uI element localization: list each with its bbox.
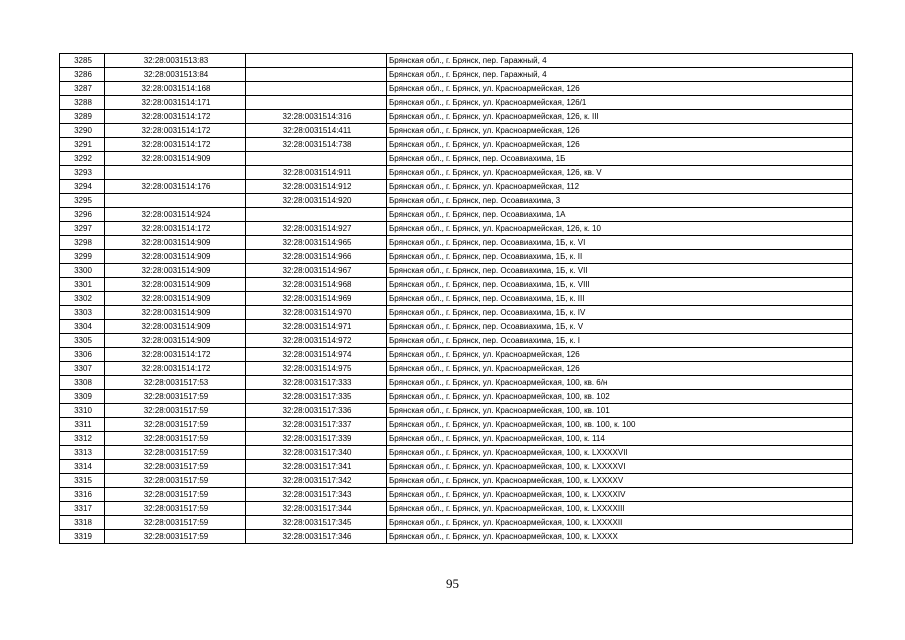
related-cadastral-number-cell: 32:28:0031517:340 — [246, 446, 387, 460]
address-cell: Брянская обл., г. Брянск, ул. Красноармейская, 112 — [387, 180, 853, 194]
address-cell: Брянская обл., г. Брянск, ул. Красноармейская, 126, к. III — [387, 110, 853, 124]
row-number-cell: 3296 — [60, 208, 105, 222]
table-row — [60, 516, 853, 530]
cadastral-number-cell: 32:28:0031517:59 — [105, 390, 246, 404]
address-cell: Брянская обл., г. Брянск, ул. Красноармейская, 126 — [387, 124, 853, 138]
table-row — [60, 250, 853, 264]
related-cadastral-number-cell — [246, 82, 387, 96]
cadastral-number-cell: 32:28:0031517:59 — [105, 474, 246, 488]
cadastral-number-cell: 32:28:0031517:59 — [105, 404, 246, 418]
table-row — [60, 320, 853, 334]
related-cadastral-number-cell: 32:28:0031517:337 — [246, 418, 387, 432]
address-cell: Брянская обл., г. Брянск, пер. Осоавиахима, 1Б — [387, 152, 853, 166]
table-row — [60, 432, 853, 446]
address-cell: Брянская обл., г. Брянск, ул. Красноармейская, 100, к. LXXXXVI — [387, 460, 853, 474]
table-row — [60, 460, 853, 474]
table-row — [60, 152, 853, 166]
cadastral-number-cell: 32:28:0031514:172 — [105, 110, 246, 124]
cadastral-number-cell: 32:28:0031517:59 — [105, 530, 246, 544]
registry-table — [59, 53, 853, 544]
related-cadastral-number-cell: 32:28:0031514:969 — [246, 292, 387, 306]
address-cell: Брянская обл., г. Брянск, пер. Гаражный, 4 — [387, 68, 853, 82]
row-number-cell: 3291 — [60, 138, 105, 152]
cadastral-number-cell: 32:28:0031514:909 — [105, 278, 246, 292]
address-cell: Брянская обл., г. Брянск, ул. Красноармейская, 126 — [387, 138, 853, 152]
related-cadastral-number-cell: 32:28:0031517:346 — [246, 530, 387, 544]
address-cell: Брянская обл., г. Брянск, ул. Красноармейская, 100, к. LXXXXV — [387, 474, 853, 488]
table-row — [60, 54, 853, 68]
table-row — [60, 474, 853, 488]
address-cell: Брянская обл., г. Брянск, ул. Красноармейская, 100, к. LXXXXVII — [387, 446, 853, 460]
row-number-cell: 3302 — [60, 292, 105, 306]
cadastral-number-cell — [105, 194, 246, 208]
related-cadastral-number-cell: 32:28:0031517:342 — [246, 474, 387, 488]
related-cadastral-number-cell: 32:28:0031514:971 — [246, 320, 387, 334]
cadastral-number-cell: 32:28:0031514:909 — [105, 334, 246, 348]
address-cell: Брянская обл., г. Брянск, пер. Осоавиахима, 1Б, к. V — [387, 320, 853, 334]
address-cell: Брянская обл., г. Брянск, пер. Осоавиахима, 1Б, к. I — [387, 334, 853, 348]
related-cadastral-number-cell: 32:28:0031514:966 — [246, 250, 387, 264]
cadastral-number-cell: 32:28:0031514:172 — [105, 222, 246, 236]
row-number-cell: 3298 — [60, 236, 105, 250]
table-row — [60, 292, 853, 306]
row-number-cell: 3319 — [60, 530, 105, 544]
row-number-cell: 3307 — [60, 362, 105, 376]
cadastral-number-cell: 32:28:0031514:909 — [105, 236, 246, 250]
address-cell: Брянская обл., г. Брянск, ул. Красноармейская, 126 — [387, 348, 853, 362]
row-number-cell: 3310 — [60, 404, 105, 418]
table-row — [60, 488, 853, 502]
row-number-cell: 3285 — [60, 54, 105, 68]
address-cell: Брянская обл., г. Брянск, ул. Красноармейская, 100, к. LXXXX — [387, 530, 853, 544]
table-row — [60, 82, 853, 96]
related-cadastral-number-cell: 32:28:0031517:335 — [246, 390, 387, 404]
cadastral-number-cell: 32:28:0031517:59 — [105, 446, 246, 460]
cadastral-number-cell: 32:28:0031517:59 — [105, 516, 246, 530]
address-cell: Брянская обл., г. Брянск, пер. Осоавиахима, 1Б, к. VII — [387, 264, 853, 278]
row-number-cell: 3308 — [60, 376, 105, 390]
related-cadastral-number-cell: 32:28:0031514:965 — [246, 236, 387, 250]
related-cadastral-number-cell: 32:28:0031517:339 — [246, 432, 387, 446]
related-cadastral-number-cell: 32:28:0031514:920 — [246, 194, 387, 208]
row-number-cell: 3287 — [60, 82, 105, 96]
table-row — [60, 334, 853, 348]
table-row — [60, 166, 853, 180]
table-row — [60, 222, 853, 236]
table-row — [60, 362, 853, 376]
related-cadastral-number-cell: 32:28:0031514:927 — [246, 222, 387, 236]
related-cadastral-number-cell: 32:28:0031514:912 — [246, 180, 387, 194]
row-number-cell: 3306 — [60, 348, 105, 362]
related-cadastral-number-cell — [246, 54, 387, 68]
table-row — [60, 530, 853, 544]
row-number-cell: 3293 — [60, 166, 105, 180]
cadastral-number-cell: 32:28:0031514:172 — [105, 348, 246, 362]
table-row — [60, 236, 853, 250]
row-number-cell: 3295 — [60, 194, 105, 208]
row-number-cell: 3314 — [60, 460, 105, 474]
cadastral-number-cell: 32:28:0031514:172 — [105, 124, 246, 138]
cadastral-number-cell: 32:28:0031514:176 — [105, 180, 246, 194]
cadastral-number-cell: 32:28:0031513:84 — [105, 68, 246, 82]
address-cell: Брянская обл., г. Брянск, ул. Красноармейская, 126 — [387, 362, 853, 376]
related-cadastral-number-cell — [246, 96, 387, 110]
cadastral-number-cell: 32:28:0031514:171 — [105, 96, 246, 110]
cadastral-number-cell: 32:28:0031517:59 — [105, 432, 246, 446]
row-number-cell: 3289 — [60, 110, 105, 124]
table-row — [60, 110, 853, 124]
related-cadastral-number-cell — [246, 152, 387, 166]
cadastral-number-cell: 32:28:0031514:172 — [105, 362, 246, 376]
related-cadastral-number-cell: 32:28:0031514:911 — [246, 166, 387, 180]
table-row — [60, 180, 853, 194]
cadastral-number-cell: 32:28:0031514:924 — [105, 208, 246, 222]
table-row — [60, 194, 853, 208]
table-row — [60, 68, 853, 82]
related-cadastral-number-cell: 32:28:0031514:975 — [246, 362, 387, 376]
row-number-cell: 3299 — [60, 250, 105, 264]
related-cadastral-number-cell: 32:28:0031517:345 — [246, 516, 387, 530]
related-cadastral-number-cell: 32:28:0031514:411 — [246, 124, 387, 138]
cadastral-number-cell: 32:28:0031514:172 — [105, 138, 246, 152]
row-number-cell: 3290 — [60, 124, 105, 138]
related-cadastral-number-cell: 32:28:0031514:316 — [246, 110, 387, 124]
registry-table-body — [60, 54, 853, 544]
row-number-cell: 3301 — [60, 278, 105, 292]
related-cadastral-number-cell: 32:28:0031517:343 — [246, 488, 387, 502]
table-row — [60, 446, 853, 460]
row-number-cell: 3309 — [60, 390, 105, 404]
related-cadastral-number-cell: 32:28:0031517:333 — [246, 376, 387, 390]
address-cell: Брянская обл., г. Брянск, пер. Осоавиахима, 1Б, к. III — [387, 292, 853, 306]
row-number-cell: 3304 — [60, 320, 105, 334]
page-number: 95 — [446, 576, 459, 591]
row-number-cell: 3286 — [60, 68, 105, 82]
row-number-cell: 3311 — [60, 418, 105, 432]
table-row — [60, 124, 853, 138]
address-cell: Брянская обл., г. Брянск, пер. Осоавиахима, 1Б, к. IV — [387, 306, 853, 320]
cadastral-number-cell: 32:28:0031514:909 — [105, 152, 246, 166]
address-cell: Брянская обл., г. Брянск, пер. Осоавиахима, 1А — [387, 208, 853, 222]
cadastral-number-cell: 32:28:0031514:168 — [105, 82, 246, 96]
row-number-cell: 3294 — [60, 180, 105, 194]
address-cell: Брянская обл., г. Брянск, ул. Красноармейская, 100, кв. 6/н — [387, 376, 853, 390]
table-row — [60, 376, 853, 390]
cadastral-number-cell: 32:28:0031517:59 — [105, 460, 246, 474]
address-cell: Брянская обл., г. Брянск, ул. Красноармейская, 126, к. 10 — [387, 222, 853, 236]
related-cadastral-number-cell: 32:28:0031517:336 — [246, 404, 387, 418]
row-number-cell: 3292 — [60, 152, 105, 166]
address-cell: Брянская обл., г. Брянск, ул. Красноармейская, 100, к. LXXXXII — [387, 516, 853, 530]
address-cell: Брянская обл., г. Брянск, ул. Красноармейская, 126 — [387, 82, 853, 96]
cadastral-number-cell: 32:28:0031513:83 — [105, 54, 246, 68]
cadastral-number-cell: 32:28:0031514:909 — [105, 292, 246, 306]
address-cell: Брянская обл., г. Брянск, пер. Осоавиахима, 1Б, к. VIII — [387, 278, 853, 292]
table-row — [60, 390, 853, 404]
related-cadastral-number-cell: 32:28:0031514:970 — [246, 306, 387, 320]
cadastral-number-cell: 32:28:0031517:53 — [105, 376, 246, 390]
table-row — [60, 348, 853, 362]
related-cadastral-number-cell — [246, 68, 387, 82]
cadastral-number-cell: 32:28:0031517:59 — [105, 418, 246, 432]
address-cell: Брянская обл., г. Брянск, пер. Осоавиахима, 1Б, к. II — [387, 250, 853, 264]
related-cadastral-number-cell: 32:28:0031517:341 — [246, 460, 387, 474]
address-cell: Брянская обл., г. Брянск, ул. Красноармейская, 100, кв. 100, к. 100 — [387, 418, 853, 432]
row-number-cell: 3297 — [60, 222, 105, 236]
row-number-cell: 3312 — [60, 432, 105, 446]
cadastral-number-cell: 32:28:0031517:59 — [105, 502, 246, 516]
row-number-cell: 3318 — [60, 516, 105, 530]
row-number-cell: 3288 — [60, 96, 105, 110]
related-cadastral-number-cell: 32:28:0031517:344 — [246, 502, 387, 516]
table-row — [60, 264, 853, 278]
address-cell: Брянская обл., г. Брянск, ул. Красноармейская, 100, к. 114 — [387, 432, 853, 446]
cadastral-number-cell: 32:28:0031514:909 — [105, 250, 246, 264]
row-number-cell: 3316 — [60, 488, 105, 502]
table-row — [60, 96, 853, 110]
related-cadastral-number-cell — [246, 208, 387, 222]
cadastral-number-cell: 32:28:0031514:909 — [105, 264, 246, 278]
address-cell: Брянская обл., г. Брянск, пер. Осоавиахима, 1Б, к. VI — [387, 236, 853, 250]
related-cadastral-number-cell: 32:28:0031514:968 — [246, 278, 387, 292]
row-number-cell: 3317 — [60, 502, 105, 516]
address-cell: Брянская обл., г. Брянск, ул. Красноармейская, 100, к. LXXXXIII — [387, 502, 853, 516]
table-row — [60, 208, 853, 222]
address-cell: Брянская обл., г. Брянск, ул. Красноармейская, 100, к. LXXXXIV — [387, 488, 853, 502]
related-cadastral-number-cell: 32:28:0031514:972 — [246, 334, 387, 348]
related-cadastral-number-cell: 32:28:0031514:738 — [246, 138, 387, 152]
address-cell: Брянская обл., г. Брянск, ул. Красноармейская, 126/1 — [387, 96, 853, 110]
related-cadastral-number-cell: 32:28:0031514:967 — [246, 264, 387, 278]
row-number-cell: 3300 — [60, 264, 105, 278]
table-row — [60, 138, 853, 152]
address-cell: Брянская обл., г. Брянск, пер. Гаражный, 4 — [387, 54, 853, 68]
address-cell: Брянская обл., г. Брянск, ул. Красноармейская, 126, кв. V — [387, 166, 853, 180]
row-number-cell: 3303 — [60, 306, 105, 320]
table-row — [60, 306, 853, 320]
address-cell: Брянская обл., г. Брянск, ул. Красноармейская, 100, кв. 102 — [387, 390, 853, 404]
table-row — [60, 418, 853, 432]
row-number-cell: 3305 — [60, 334, 105, 348]
cadastral-number-cell: 32:28:0031514:909 — [105, 320, 246, 334]
related-cadastral-number-cell: 32:28:0031514:974 — [246, 348, 387, 362]
table-row — [60, 502, 853, 516]
address-cell: Брянская обл., г. Брянск, ул. Красноармейская, 100, кв. 101 — [387, 404, 853, 418]
address-cell: Брянская обл., г. Брянск, пер. Осоавиахима, 3 — [387, 194, 853, 208]
table-row — [60, 404, 853, 418]
table-row — [60, 278, 853, 292]
row-number-cell: 3315 — [60, 474, 105, 488]
row-number-cell: 3313 — [60, 446, 105, 460]
cadastral-number-cell: 32:28:0031514:909 — [105, 306, 246, 320]
cadastral-number-cell — [105, 166, 246, 180]
cadastral-number-cell: 32:28:0031517:59 — [105, 488, 246, 502]
